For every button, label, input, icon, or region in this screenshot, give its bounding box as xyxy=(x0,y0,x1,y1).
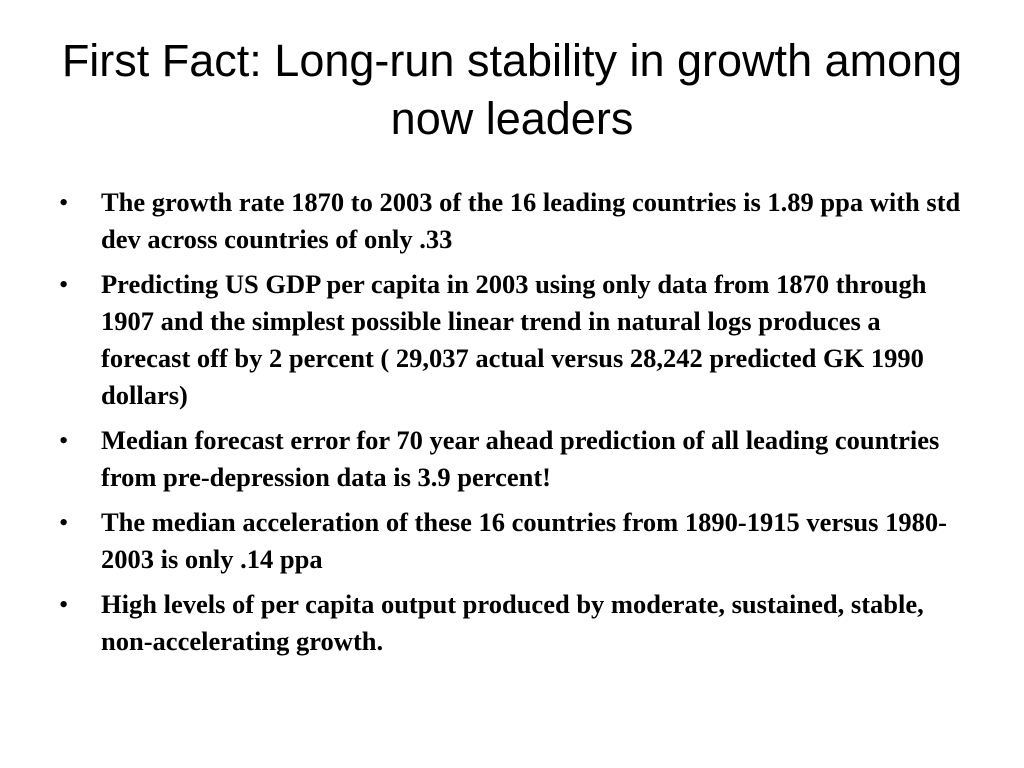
bullet-marker: • xyxy=(59,589,69,619)
bullet-text: The median acceleration of these 16 countries from 1890-1915 versus 1980-2003 is only .14 ppa xyxy=(101,507,947,574)
bullet-marker: • xyxy=(59,269,69,299)
bullet-list xyxy=(57,184,967,668)
bullet-item xyxy=(57,504,967,578)
bullet-item xyxy=(57,422,967,496)
bullet-item xyxy=(57,586,967,660)
bullet-marker: • xyxy=(59,507,69,537)
slide-title: First Fact: Long-run stability in growth among now leaders xyxy=(61,35,963,144)
bullet-marker: • xyxy=(59,187,69,217)
bullet-text: Predicting US GDP per capita in 2003 using only data from 1870 through 1907 and the simplest possible linear trend in natural logs produces a forecast off by 2 percent ( 29,037 actual versus 28,242 predicted GK 1990 dollars) xyxy=(101,269,927,410)
bullet-item xyxy=(57,184,967,258)
bullet-item xyxy=(57,266,967,414)
bullet-text: The growth rate 1870 to 2003 of the 16 leading countries is 1.89 ppa with std dev across countries of only .33 xyxy=(101,187,961,254)
bullet-text: Median forecast error for 70 year ahead prediction of all leading countries from pre-depression data is 3.9 percent! xyxy=(101,425,940,492)
bullet-marker: • xyxy=(59,425,69,455)
bullet-text: High levels of per capita output produced by moderate, sustained, stable, non-accelerating growth. xyxy=(101,589,924,656)
